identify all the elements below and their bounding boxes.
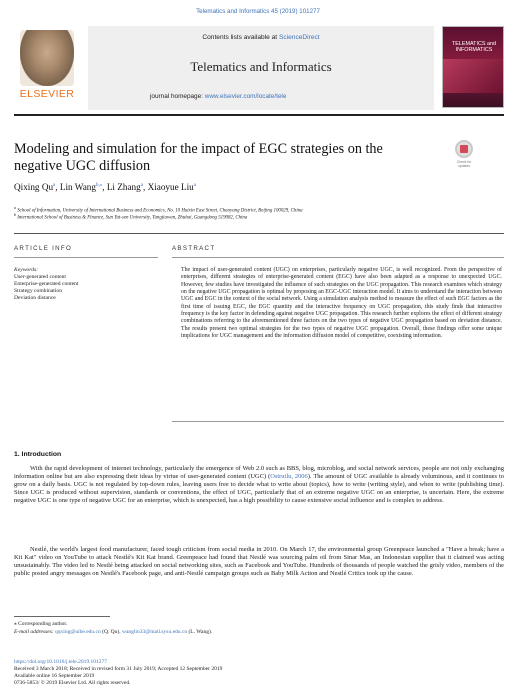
journal-info-box [88, 26, 434, 110]
intro-paragraph: Nestlé, the world's largest food manufacturer, faced tough criticism from social media in 2010. On March 17, the environmental group Greenpeace launched a "Have a break; have a Kit Kat" video on YouTube to attack Nestlé's Kit Kat brand. Greenpeace had found that Nestlé was sourcing palm oil from Sinar Mas, an Indonesian supplier that it claimed was acting unsustainably. The video led to Nestlé being attacked on social networking sites, such as Facebook and YouTube. Hundreds of thousands of people watched the grisly video, members of the public posted angry messages on Nestlé's Facebook page, and anti-Nestlé campaign groups such as Baby Milk Action and Nestlé Critics took up the cause. [14, 546, 504, 578]
author-sup[interactable]: a [140, 183, 143, 188]
email-owner: (Q. Qu), [100, 629, 122, 635]
journal-header [14, 26, 504, 110]
abstract-end-rule [172, 421, 504, 422]
abstract-text: The impact of user-generated content (UGC) on enterprises, particularly negative UGC, is well recognized. From the perspective of enterprises, different strategies of enterprise-generated content (EGC) have also been adapted as a response to unexpected UGC. However, few studies have investigated the influence of such strategies on the UGC propagation. This research examines which strategy on the negative UGC propagation is optimal by proposing an EGC-UGC interaction model. It aims to understand the interaction between UGC and EGC in the context of the social network. Using a simulation analysis method to measure the effect of such EGC factors as the first time of issuing EGC, the EGC quantity and the interactive frequency on UGC propagation, this study finds that interactive frequency is the key factor in defending against negative UGC propagation. This research further explores the effect of different strategy combinations referring to the aforementioned three factors on the two types of negative UGC propagation based on deviation distance. The results present two optimal strategies for the two types of negative UGC propagation. Overall, these findings offer some unique implications for UGC management and the information diffusion model of competitive, coexisting information. [181, 267, 502, 340]
footnote-rule [14, 616, 110, 617]
journal-cover-image[interactable] [442, 26, 504, 108]
abstract-rule [172, 257, 504, 258]
elsevier-tree-icon [20, 30, 74, 86]
homepage-link[interactable]: www.elsevier.com/locate/tele [204, 93, 287, 100]
elsevier-logo[interactable] [14, 26, 80, 102]
doi-url[interactable]: https://doi.org/10.1016/j.tele.2019.101277 [14, 659, 107, 665]
citation-line[interactable]: Telematics and Informatics 45 (2019) 101277 [196, 8, 320, 15]
sciencedirect-link[interactable]: ScienceDirect [278, 34, 320, 41]
copyright-line: 0736-5853/ © 2019 Elsevier Ltd. All rights reserved. [14, 680, 131, 686]
journal-title: Telematics and Informatics [190, 59, 332, 74]
article-title: Modeling and simulation for the impact of EGC strategies on the negative UGC diffusion [14, 141, 383, 174]
keyword-item: Enterprise-generated content [14, 280, 79, 287]
elsevier-wordmark: ELSEVIER [19, 88, 75, 100]
received-dates: Received 3 March 2018; Received in revised form 31 July 2019; Accepted 12 September 2019 [14, 666, 223, 672]
crossmark-icon[interactable] [453, 140, 475, 166]
author-name[interactable]: Xiaoyue Liu [147, 182, 194, 193]
citation-link[interactable]: Ostrutlu, 2006 [270, 473, 308, 481]
author-name[interactable]: Qixing Qu [14, 182, 54, 193]
paragraph-text: ). The amount of UGC available is already voluminous, and it continues to grow on a daily basis. UGC is not regulated by top-down rules, leaving users free to decide what to write about (topics), how to write (writing style), and when to write (publishing time). Since UGC is produced without supervision, standards or conventions, the effect of UGC, particularly that of an extreme negative UGC on an enterprise, is uncertain. Here, the extreme negative UGC is one type of negative UGC for an enterprise, which is unexpected, has a high possibility to cause extensive social influence and is complex to address. [14, 473, 504, 505]
author-sup[interactable]: b,⁎ [95, 183, 103, 188]
crossmark-label: Check for updates [456, 160, 472, 168]
affiliation-text: School of Information, University of International Business and Economics, No. 10 Huixin East Street, Chaoyang District, Beijing 100029, China [17, 208, 303, 214]
email-link[interactable]: qqxing@uibe.edu.cn [55, 629, 101, 635]
author-name[interactable]: Li Zhang [106, 182, 141, 193]
section-divider [14, 233, 504, 234]
abstract-heading: ABSTRACT [172, 245, 216, 252]
author-list: Qixing Qu$^a$, Lin Wang$^{b,⁎}$, Li Zhang$^a$, Xiaoyue Liu$^a$ [14, 182, 196, 193]
affiliation-text: International School of Business & Finance, Sun Yat-sen University, Tangjiawan, Zhuhai, Guangdong 519082, China [17, 215, 248, 221]
keyword-item: Deviation distance [14, 294, 56, 301]
paragraph-text: With the rapid development of internet technology, particularly the emergence of Web 2.0 such as BBS, blog, microblog, and social network services, people are not only exchanging information online but are also expressing their ideas by virtue of user-generated content (UGC) ( [14, 465, 504, 481]
crossmark-mark [460, 145, 468, 153]
author-sup[interactable]: a [53, 183, 56, 188]
header-divider [14, 114, 504, 116]
online-date: Available online 16 September 2019 [14, 673, 95, 679]
cover-title: TELEMATICS and INFORMATICS [452, 41, 496, 54]
section-heading-introduction: 1. Introduction [14, 451, 62, 458]
author-name[interactable]: Lin Wang [59, 182, 96, 193]
author-sup[interactable]: a [193, 183, 196, 188]
article-info-heading: ARTICLE INFO [14, 245, 73, 252]
affiliation-sup: a [14, 205, 16, 210]
email-owner: (L. Wang). [187, 629, 213, 635]
journal-homepage: journal homepage: www.elsevier.com/locate/tele [150, 93, 287, 100]
keyword-list [14, 274, 78, 302]
affiliation [14, 212, 247, 221]
article-info-rule [14, 257, 158, 258]
email-addresses [14, 629, 212, 636]
affiliation-sup: b [14, 212, 16, 217]
doi-link[interactable] [14, 659, 107, 666]
email-link[interactable]: wanglin33@mail.sysu.edu.cn [121, 629, 188, 635]
keyword-item: Strategy combination [14, 287, 63, 294]
keywords-label: Keywords: [14, 267, 39, 273]
keyword-item: User-generated content [14, 274, 66, 280]
corresponding-author-note: ⁎ Corresponding author. [14, 621, 68, 627]
cover-art [443, 59, 503, 93]
intro-paragraph [14, 465, 504, 505]
email-label: E-mail addresses: [14, 629, 56, 635]
contents-line: Contents lists available at ScienceDirect [202, 34, 320, 41]
